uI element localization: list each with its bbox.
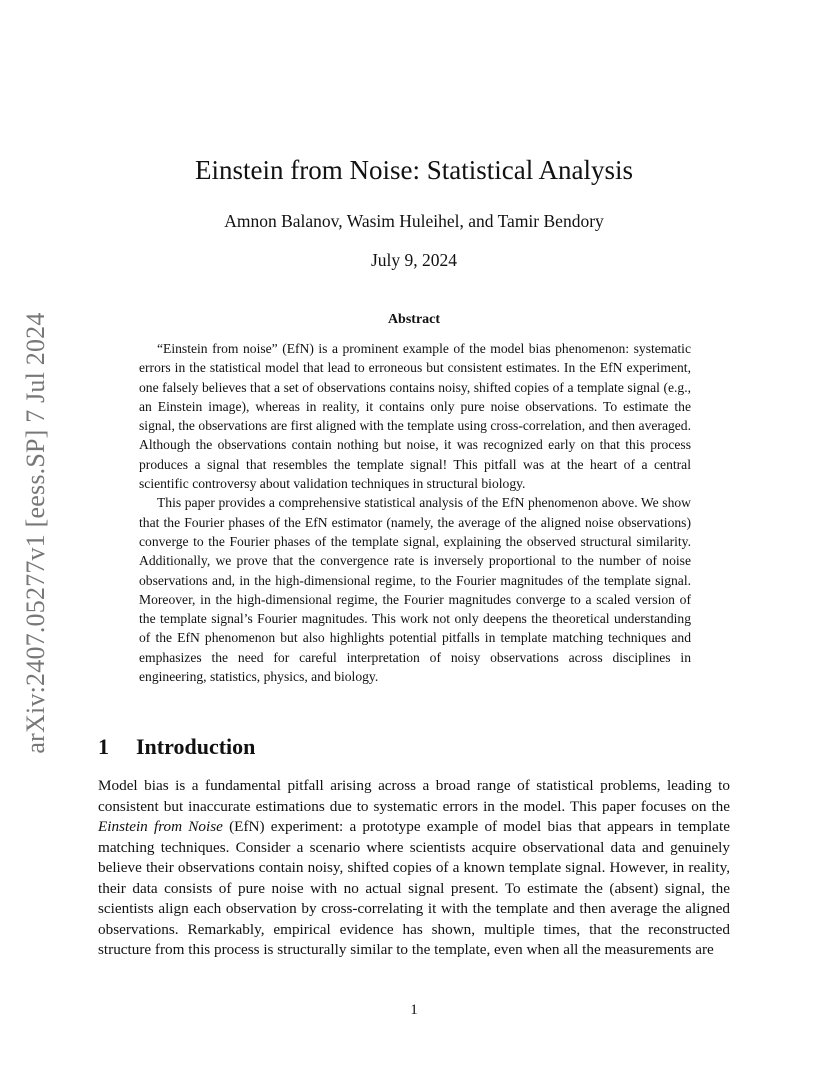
intro-text-end: (EfN) experiment: a prototype example of model bias that appears in template matching techniques. Consider a scenario where scientists acquire observational data and genuinely believe their observations contain noisy, shifted copies of a known template signal. However, in reality, their data consists of pure noise with no actual signal present. To estimate the (absent) signal, the scientists align each observation by cross-correlating it with the template and then average the aligned observations. Remarkably, empirical evidence has shown, multiple times, that the reconstructed structure from this process is structurally similar to the template, even when all the measurements are (98, 818, 730, 958)
paper-title: Einstein from Noise: Statistical Analysis (195, 155, 633, 185)
introduction-body (98, 776, 730, 961)
section-title: Introduction (136, 734, 256, 759)
intro-text-start: Model bias is a fundamental pitfall arising across a broad range of statistical problems, leading to consistent but inaccurate estimations due to systematic errors in the model. This paper focuses on the (98, 777, 730, 815)
arxiv-identifier-text: arXiv:2407.05277v1 [eess.SP] 7 Jul 2024 (21, 312, 50, 754)
introduction-paragraph (98, 776, 730, 961)
abstract-heading: Abstract (387, 312, 441, 327)
section-number: 1 (98, 734, 109, 759)
abstract-body (139, 339, 691, 686)
intro-italic-term: Einstein from Noise (98, 818, 223, 835)
arxiv-identifier (16, 300, 56, 766)
paper-date: July 9, 2024 (370, 250, 458, 270)
abstract-paragraph-2: This paper provides a comprehensive statistical analysis of the EfN phenomenon above. We show that the Fourier phases of the EfN estimator (namely, the average of the aligned noise observations) converge to the Fourier phases of the template signal, explaining the observed structural similarity. Additionally, we prove that the convergence rate is inversely proportional to the number of noise observations and, in the high-dimensional regime, to the Fourier magnitudes of the template signal. Moreover, in the high-dimensional regime, the Fourier magnitudes converge to a scaled version of the template signal’s Fourier magnitudes. This work not only deepens the theoretical understanding of the EfN phenomenon but also highlights potential pitfalls in template matching techniques and emphasizes the need for careful interpretation of noisy observations across disciplines in engineering, statistics, physics, and biology. (139, 495, 691, 685)
page-number: 1 (410, 1002, 418, 1018)
abstract-paragraph-1: “Einstein from noise” (EfN) is a prominent example of the model bias phenomenon: systematic errors in the statistical model that lead to erroneous but consistent estimates. In the EfN experiment, one falsely believes that a set of observations contains noisy, shifted copies of a template signal (e.g., an Einstein image), whereas in reality, it contains only pure noise observations. To estimate the signal, the observations are first aligned with the template using cross-correlation, and then averaged. Although the observations contain nothing but noise, it was recognized early on that this process produces a signal that resembles the template signal! This pitfall was at the heart of a central scientific controversy about validation techniques in structural biology. (139, 341, 691, 492)
paper-authors: Amnon Balanov, Wasim Huleihel, and Tamir Bendory (224, 211, 604, 231)
section-heading-introduction (98, 732, 255, 762)
